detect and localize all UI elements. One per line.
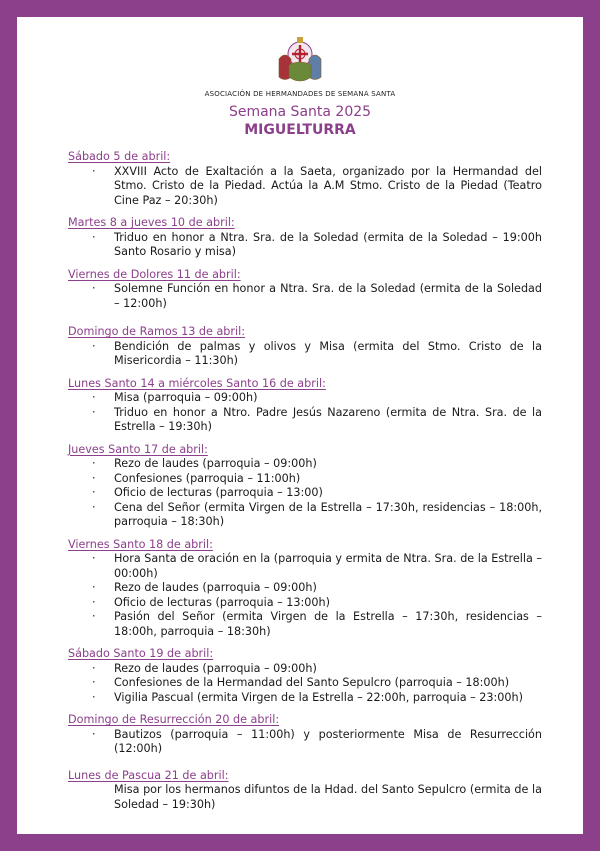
list-item <box>68 728 542 757</box>
item-text: XXVIII Acto de Exaltación a la Saeta, organizado por la Hermandad del Stmo. Cristo de la Piedad. Actúa la A.M Stmo. Cristo de la Piedad (Teatro Cine Paz – 20:30h) <box>114 164 542 207</box>
schedule-section <box>68 325 542 369</box>
brotherhood-crest-logo <box>275 35 325 85</box>
schedule-list <box>68 150 542 812</box>
item-text: Solemne Función en honor a Ntra. Sra. de la Soledad (ermita de la Soledad – 12:00h) <box>114 282 542 310</box>
item-text: Triduo en honor a Ntro. Padre Jesús Nazareno (ermita de Ntra. Sra. de la Estrella – 19:30h) <box>114 405 542 433</box>
item-text: Bautizos (parroquia – 11:00h) y posteriormente Misa de Resurrección (12:00h) <box>114 727 542 755</box>
item-text: Hora Santa de oración en la (parroquia y ermita de Ntra. Sra. de la Estrella – 00:00h) <box>114 552 542 580</box>
section-heading: Domingo de Resurrección 20 de abril: <box>68 713 280 726</box>
bullet-glyph: · <box>92 595 96 609</box>
bullet-glyph: · <box>92 391 96 404</box>
document-page <box>17 17 583 834</box>
item-text: Oficio de lecturas (parroquia – 13:00h) <box>114 595 330 609</box>
list-item <box>68 486 542 501</box>
schedule-section <box>68 268 542 312</box>
section-heading: Sábado Santo 19 de abril: <box>68 647 214 660</box>
bullet-glyph: · <box>92 339 96 353</box>
schedule-section <box>68 769 542 813</box>
list-item <box>68 391 542 406</box>
item-text: Vigilia Pascual (ermita Virgen de la Estrella – 22:00h, parroquia – 23:00h) <box>114 690 523 704</box>
association-name: ASOCIACIÓN DE HERMANDADES DE SEMANA SANTA <box>204 90 396 98</box>
item-text: Cena del Señor (ermita Virgen de la Estrella – 17:30h, residencias – 18:00h, parroquia – 18:30h) <box>114 500 542 528</box>
bullet-glyph: · <box>92 471 96 485</box>
bullet-glyph: · <box>92 661 96 675</box>
list-item <box>68 691 542 706</box>
bullet-glyph: · <box>92 164 96 178</box>
list-item <box>68 472 542 487</box>
bullet-glyph: · <box>92 486 96 499</box>
section-heading: Domingo de Ramos 13 de abril: <box>68 325 245 338</box>
list-item <box>68 783 542 812</box>
list-item <box>68 340 542 369</box>
list-item <box>68 165 542 209</box>
schedule-section <box>68 713 542 757</box>
bullet-glyph: · <box>92 676 96 689</box>
list-item <box>68 501 542 530</box>
list-item <box>68 662 542 677</box>
bullet-glyph: · <box>92 727 96 741</box>
bullet-glyph: · <box>92 552 96 565</box>
item-text: Triduo en honor a Ntra. Sra. de la Soledad (ermita de la Soledad – 19:00h Santo Rosario y misa) <box>114 230 542 258</box>
section-heading: Lunes Santo 14 a miércoles Santo 16 de abril: <box>68 376 326 390</box>
item-text: Rezo de laudes (parroquia – 09:00h) <box>114 581 317 594</box>
list-item <box>68 282 542 311</box>
item-text: Oficio de lecturas (parroquia – 13:00) <box>114 486 323 499</box>
item-text: Rezo de laudes (parroquia – 09:00h) <box>114 661 317 675</box>
list-item <box>68 406 542 435</box>
section-heading: Lunes de Pascua 21 de abril: <box>68 768 229 782</box>
list-item <box>68 610 542 639</box>
section-heading: Viernes Santo 18 de abril: <box>68 537 213 551</box>
schedule-section <box>68 538 542 640</box>
schedule-section <box>68 150 542 208</box>
bullet-glyph: · <box>92 581 96 594</box>
list-item <box>68 457 542 472</box>
list-item <box>68 552 542 581</box>
list-item <box>68 231 542 260</box>
schedule-section <box>68 216 542 260</box>
section-heading: Jueves Santo 17 de abril: <box>68 442 208 456</box>
schedule-section <box>68 443 542 530</box>
list-item <box>68 676 542 691</box>
item-text: Misa (parroquia – 09:00h) <box>114 391 258 404</box>
town-title: MIGUELTURRA <box>244 122 356 138</box>
item-text: Confesiones de la Hermandad del Santo Sepulcro (parroquia – 18:00h) <box>114 676 510 689</box>
bullet-glyph: · <box>92 230 96 244</box>
bullet-glyph: · <box>92 282 96 295</box>
bullet-glyph: · <box>92 405 96 419</box>
page-title: Semana Santa 2025 <box>228 104 372 120</box>
section-heading: Martes 8 a jueves 10 de abril: <box>68 216 235 229</box>
bullet-glyph: · <box>92 610 96 623</box>
item-text: Misa por los hermanos difuntos de la Hdad. del Santo Sepulcro (ermita de la Soledad – 19:30h) <box>114 783 542 811</box>
item-text: Confesiones (parroquia – 11:00h) <box>114 471 301 485</box>
schedule-section <box>68 647 542 705</box>
bullet-glyph: · <box>92 457 96 470</box>
item-text: Bendición de palmas y olivos y Misa (ermita del Stmo. Cristo de la Misericordia – 11:30h) <box>114 339 542 367</box>
bullet-glyph: · <box>92 500 96 514</box>
list-item <box>68 596 542 611</box>
section-heading: Sábado 5 de abril: <box>68 150 171 163</box>
list-item <box>68 581 542 596</box>
schedule-section <box>68 377 542 435</box>
item-text: Rezo de laudes (parroquia – 09:00h) <box>114 457 317 470</box>
section-heading: Viernes de Dolores 11 de abril: <box>68 267 241 281</box>
bullet-glyph: · <box>92 690 96 704</box>
item-text: Pasión del Señor (ermita Virgen de la Estrella – 17:30h, residencias – 18:00h, parroquia – 18:30h) <box>114 610 542 638</box>
